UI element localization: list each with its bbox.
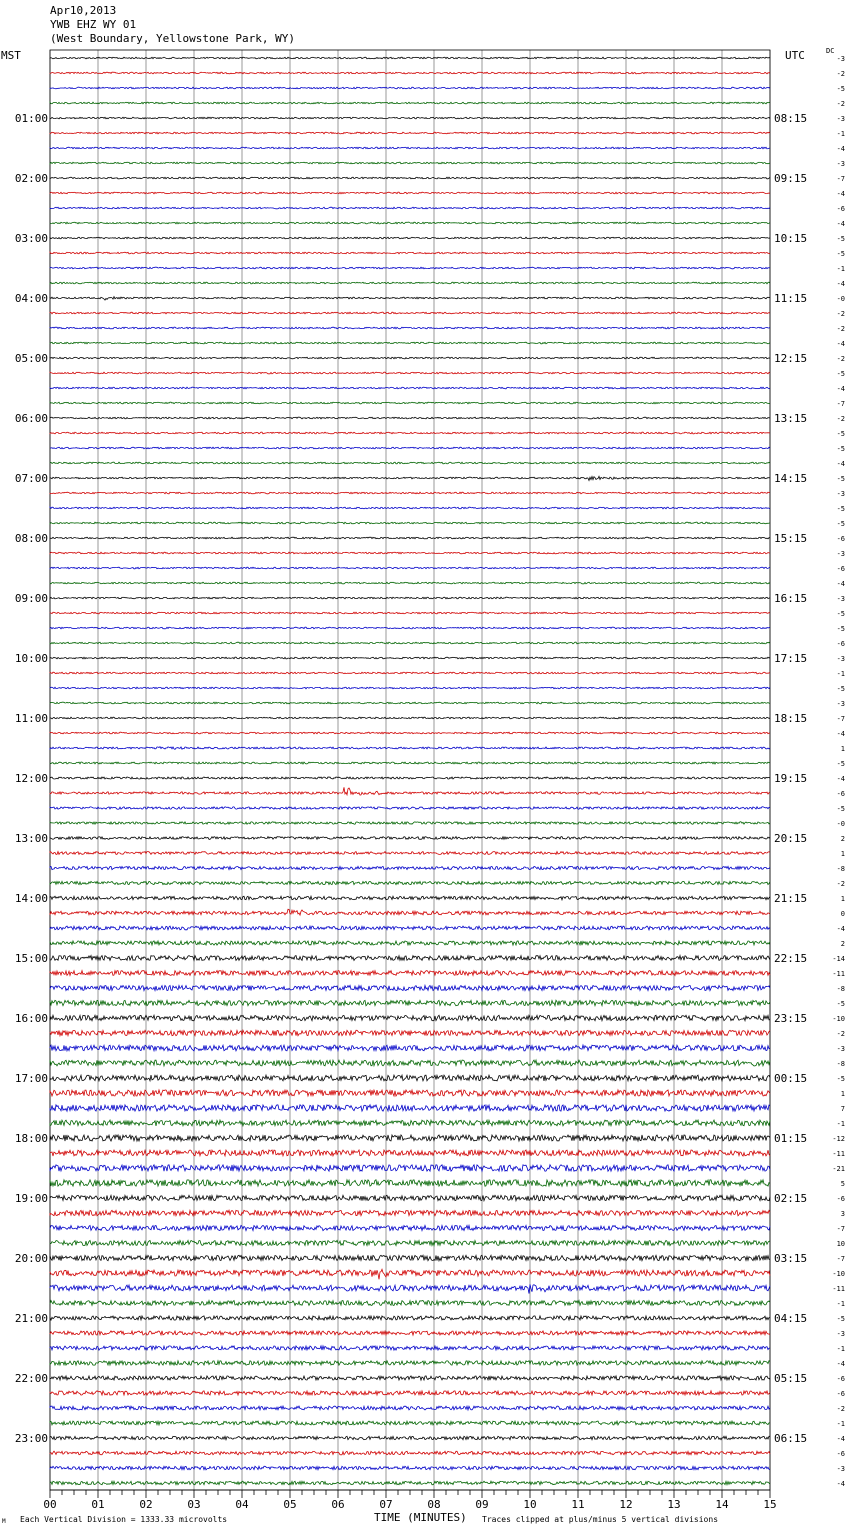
right-hour-label-2: 09:15	[774, 172, 808, 185]
station-location: (West Boundary, Yellowstone Park, WY)	[50, 32, 296, 45]
right-hour-label-9: 16:15	[774, 592, 808, 605]
trace-row-78	[50, 1225, 770, 1230]
dc-offset-row-43: -3	[836, 700, 845, 708]
trace-row-18	[50, 327, 770, 329]
trace-row-51	[50, 822, 770, 824]
dc-offset-row-22: -4	[836, 385, 845, 393]
dc-offset-row-49: -6	[836, 790, 845, 798]
dc-offset-row-20: -2	[836, 355, 845, 363]
left-hour-label-22: 22:00	[14, 1372, 48, 1385]
trace-row-26	[50, 447, 770, 449]
trace-row-25	[50, 432, 770, 434]
right-hour-label-12: 19:15	[774, 772, 808, 785]
trace-row-16	[50, 297, 770, 301]
left-hour-label-21: 21:00	[14, 1312, 48, 1325]
trace-row-27	[50, 462, 770, 464]
left-hour-label-17: 17:00	[14, 1072, 48, 1085]
x-tick-label-6: 06	[331, 1498, 345, 1511]
trace-row-10	[50, 207, 770, 209]
dc-offset-row-86: -1	[836, 1345, 845, 1353]
dc-offset-row-90: -2	[836, 1405, 845, 1413]
dc-offset-row-25: -5	[836, 430, 845, 438]
trace-row-66	[50, 1045, 770, 1051]
left-hour-label-20: 20:00	[14, 1252, 48, 1265]
trace-row-87	[50, 1361, 770, 1365]
trace-row-28	[50, 476, 770, 480]
trace-row-20	[50, 357, 770, 359]
left-hour-label-4: 04:00	[14, 292, 48, 305]
dc-offset-row-34: -6	[836, 565, 845, 573]
x-tick-label-4: 04	[235, 1498, 249, 1511]
x-tick-label-15: 15	[763, 1498, 777, 1511]
right-hour-label-10: 17:15	[774, 652, 808, 665]
trace-row-4	[50, 117, 770, 119]
dc-offset-row-81: -10	[832, 1270, 845, 1278]
dc-offset-row-56: 1	[840, 895, 845, 903]
dc-offset-row-69: 1	[840, 1090, 845, 1098]
trace-row-22	[50, 387, 770, 389]
dc-offset-row-8: -7	[836, 175, 845, 183]
dc-offset-row-47: -5	[836, 760, 845, 768]
right-hour-label-3: 10:15	[774, 232, 808, 245]
x-tick-label-1: 01	[91, 1498, 105, 1511]
dc-offset-row-65: -2	[836, 1030, 845, 1038]
dc-offset-row-53: 1	[840, 850, 845, 858]
dc-offset-row-85: -3	[836, 1330, 845, 1338]
left-hour-label-10: 10:00	[14, 652, 48, 665]
trace-row-34	[50, 567, 770, 569]
trace-row-71	[50, 1120, 770, 1126]
trace-row-8	[50, 177, 770, 179]
trace-row-0	[50, 57, 770, 59]
dc-offset-row-59: 2	[840, 940, 845, 948]
trace-row-50	[50, 807, 770, 809]
trace-row-65	[50, 1030, 770, 1035]
right-hour-label-15: 22:15	[774, 952, 808, 965]
trace-row-86	[50, 1346, 770, 1350]
dc-offset-row-80: -7	[836, 1255, 845, 1263]
dc-offset-row-55: -2	[836, 880, 845, 888]
trace-row-36	[50, 597, 770, 599]
x-tick-label-2: 02	[139, 1498, 153, 1511]
right-hour-label-16: 23:15	[774, 1012, 808, 1025]
trace-row-1	[50, 72, 770, 74]
trace-row-92	[50, 1436, 770, 1440]
trace-row-44	[50, 717, 770, 719]
trace-row-81	[50, 1269, 770, 1279]
trace-row-45	[50, 732, 770, 734]
dc-offset-row-52: 2	[840, 835, 845, 843]
right-hour-label-20: 03:15	[774, 1252, 808, 1265]
dc-offset-row-31: -5	[836, 520, 845, 528]
dc-offset-row-78: -7	[836, 1225, 845, 1233]
trace-row-84	[50, 1316, 770, 1320]
trace-row-9	[50, 192, 770, 194]
dc-offset-row-26: -5	[836, 445, 845, 453]
dc-offset-row-46: 1	[840, 745, 845, 753]
dc-offset-row-17: -2	[836, 310, 845, 318]
trace-row-43	[50, 702, 770, 704]
trace-row-54	[50, 866, 770, 869]
dc-offset-row-44: -7	[836, 715, 845, 723]
plot-date: Apr10,2013	[50, 4, 117, 17]
dc-offset-row-38: -5	[836, 625, 845, 633]
dc-offset-row-45: -4	[836, 730, 845, 738]
trace-row-69	[50, 1090, 770, 1096]
x-tick-label-12: 12	[619, 1498, 633, 1511]
trace-row-60	[50, 956, 770, 961]
trace-row-15	[50, 282, 770, 284]
trace-row-82	[50, 1284, 770, 1293]
trace-row-5	[50, 132, 770, 134]
trace-row-29	[50, 492, 770, 494]
left-hour-label-16: 16:00	[14, 1012, 48, 1025]
left-hour-label-11: 11:00	[14, 712, 48, 725]
dc-offset-row-50: -5	[836, 805, 845, 813]
trace-row-41	[50, 672, 770, 674]
trace-row-93	[50, 1451, 770, 1455]
trace-row-72	[50, 1135, 770, 1141]
trace-row-40	[50, 657, 770, 659]
trace-row-52	[50, 837, 770, 840]
corner-mark: M	[2, 1518, 6, 1525]
trace-row-55	[50, 881, 770, 884]
dc-offset-row-0: -3	[836, 55, 845, 63]
trace-row-37	[50, 612, 770, 614]
trace-row-11	[50, 222, 770, 224]
trace-row-2	[50, 87, 770, 89]
dc-offset-row-74: -21	[832, 1165, 845, 1173]
dc-offset-row-94: -3	[836, 1465, 845, 1473]
trace-row-75	[50, 1180, 770, 1186]
dc-offset-row-63: -5	[836, 1000, 845, 1008]
dc-offset-row-62: -8	[836, 985, 845, 993]
dc-offset-row-83: -1	[836, 1300, 845, 1308]
dc-offset-row-89: -6	[836, 1390, 845, 1398]
trace-row-19	[50, 342, 770, 344]
dc-offset-row-75: 5	[840, 1180, 845, 1188]
trace-row-32	[50, 537, 770, 539]
x-tick-label-10: 10	[523, 1498, 537, 1511]
left-hour-label-7: 07:00	[14, 472, 48, 485]
dc-offset-row-92: -4	[836, 1435, 845, 1443]
trace-row-47	[50, 762, 770, 764]
left-hour-label-13: 13:00	[14, 832, 48, 845]
dc-offset-row-79: 10	[836, 1240, 845, 1248]
dc-offset-row-60: -14	[832, 955, 845, 963]
right-hour-label-21: 04:15	[774, 1312, 808, 1325]
dc-offset-row-41: -1	[836, 670, 845, 678]
trace-row-38	[50, 627, 770, 629]
dc-offset-row-19: -4	[836, 340, 845, 348]
dc-offset-row-93: -6	[836, 1450, 845, 1458]
dc-offset-row-61: -11	[832, 970, 845, 978]
dc-offset-row-14: -1	[836, 265, 845, 273]
x-tick-label-11: 11	[571, 1498, 585, 1511]
trace-row-67	[50, 1060, 770, 1066]
trace-row-23	[50, 402, 770, 404]
trace-row-68	[50, 1075, 770, 1081]
dc-offset-row-23: -7	[836, 400, 845, 408]
left-hour-label-19: 19:00	[14, 1192, 48, 1205]
right-hour-label-5: 12:15	[774, 352, 808, 365]
trace-row-63	[50, 1000, 770, 1005]
trace-row-57	[50, 909, 770, 915]
x-tick-label-8: 08	[427, 1498, 441, 1511]
dc-offset-row-91: -1	[836, 1420, 845, 1428]
dc-offset-row-82: -11	[832, 1285, 845, 1293]
right-hour-label-22: 05:15	[774, 1372, 808, 1385]
right-hour-label-1: 08:15	[774, 112, 808, 125]
trace-row-80	[50, 1255, 770, 1260]
dc-offset-row-21: -5	[836, 370, 845, 378]
trace-row-76	[50, 1195, 770, 1200]
trace-row-17	[50, 312, 770, 314]
dc-offset-row-58: -4	[836, 925, 845, 933]
trace-row-49	[50, 787, 770, 795]
left-hour-label-6: 06:00	[14, 412, 48, 425]
x-tick-label-3: 03	[187, 1498, 201, 1511]
dc-offset-row-87: -4	[836, 1360, 845, 1368]
dc-offset-row-68: -5	[836, 1075, 845, 1083]
trace-row-30	[50, 507, 770, 509]
x-tick-label-14: 14	[715, 1498, 729, 1511]
dc-offset-row-76: -6	[836, 1195, 845, 1203]
left-hour-label-12: 12:00	[14, 772, 48, 785]
trace-row-53	[50, 852, 770, 855]
trace-row-74	[50, 1165, 770, 1171]
trace-row-94	[50, 1466, 770, 1470]
trace-row-85	[50, 1331, 770, 1335]
dc-offset-row-28: -5	[836, 475, 845, 483]
dc-offset-row-95: -4	[836, 1480, 845, 1488]
dc-offset-row-84: -5	[836, 1315, 845, 1323]
trace-row-90	[50, 1406, 770, 1410]
vertical-scale-note: Each Vertical Division = 1333.33 microvolts	[20, 1515, 228, 1524]
trace-row-56	[50, 896, 770, 900]
trace-row-58	[50, 926, 770, 930]
dc-offset-row-1: -2	[836, 70, 845, 78]
x-tick-label-13: 13	[667, 1498, 681, 1511]
dc-offset-row-71: -1	[836, 1120, 845, 1128]
right-hour-label-6: 13:15	[774, 412, 808, 425]
dc-offset-row-12: -5	[836, 235, 845, 243]
left-hour-label-1: 01:00	[14, 112, 48, 125]
dc-offset-row-9: -4	[836, 190, 845, 198]
trace-row-31	[50, 522, 770, 524]
trace-row-73	[50, 1150, 770, 1156]
dc-offset-row-29: -3	[836, 490, 845, 498]
right-hour-label-13: 20:15	[774, 832, 808, 845]
dc-offset-row-18: -2	[836, 325, 845, 333]
dc-offset-row-3: -2	[836, 100, 845, 108]
dc-offset-row-72: -12	[832, 1135, 845, 1143]
dc-offset-row-7: -3	[836, 160, 845, 168]
trace-row-12	[50, 237, 770, 239]
trace-row-59	[50, 941, 770, 945]
trace-row-14	[50, 267, 770, 269]
dc-offset-row-6: -4	[836, 145, 845, 153]
dc-offset-row-2: -5	[836, 85, 845, 93]
trace-row-61	[50, 971, 770, 976]
dc-offset-row-57: 0	[840, 910, 845, 918]
trace-row-13	[50, 252, 770, 254]
dc-offset-row-42: -5	[836, 685, 845, 693]
trace-row-39	[50, 642, 770, 644]
trace-row-64	[50, 1015, 770, 1020]
dc-offset-row-36: -3	[836, 595, 845, 603]
trace-row-89	[50, 1391, 770, 1395]
dc-offset-row-64: -10	[832, 1015, 845, 1023]
clipping-note: Traces clipped at plus/minus 5 vertical divisions	[482, 1515, 719, 1524]
dc-offset-row-15: -4	[836, 280, 845, 288]
dc-offset-row-16: -0	[836, 295, 845, 303]
right-hour-label-11: 18:15	[774, 712, 808, 725]
dc-offset-row-37: -5	[836, 610, 845, 618]
right-hour-label-4: 11:15	[774, 292, 808, 305]
dc-offset-row-40: -3	[836, 655, 845, 663]
dc-offset-row-4: -3	[836, 115, 845, 123]
dc-offset-row-11: -4	[836, 220, 845, 228]
dc-offset-row-27: -4	[836, 460, 845, 468]
x-tick-label-9: 09	[475, 1498, 489, 1511]
dc-offset-row-51: -0	[836, 820, 845, 828]
left-hour-label-8: 08:00	[14, 532, 48, 545]
trace-row-7	[50, 162, 770, 164]
dc-offset-row-33: -3	[836, 550, 845, 558]
left-hour-label-9: 09:00	[14, 592, 48, 605]
right-hour-label-7: 14:15	[774, 472, 808, 485]
dc-offset-row-5: -1	[836, 130, 845, 138]
trace-row-46	[50, 747, 770, 750]
trace-row-42	[50, 687, 770, 689]
trace-row-3	[50, 102, 770, 104]
dc-offset-row-30: -5	[836, 505, 845, 513]
left-hour-label-14: 14:00	[14, 892, 48, 905]
trace-row-70	[50, 1105, 770, 1111]
trace-row-79	[50, 1240, 770, 1245]
dc-offset-row-48: -4	[836, 775, 845, 783]
dc-offset-row-39: -6	[836, 640, 845, 648]
trace-row-88	[50, 1376, 770, 1380]
x-tick-label-0: 00	[43, 1498, 57, 1511]
dc-offset-row-24: -2	[836, 415, 845, 423]
left-hour-label-15: 15:00	[14, 952, 48, 965]
dc-offset-row-70: 7	[840, 1105, 845, 1113]
right-hour-label-8: 15:15	[774, 532, 808, 545]
trace-row-21	[50, 372, 770, 374]
right-hour-label-23: 06:15	[774, 1432, 808, 1445]
dc-offset-row-54: -8	[836, 865, 845, 873]
trace-row-91	[50, 1421, 770, 1425]
right-hour-label-17: 00:15	[774, 1072, 808, 1085]
left-hour-label-23: 23:00	[14, 1432, 48, 1445]
dc-offset-row-35: -4	[836, 580, 845, 588]
right-hour-label-18: 01:15	[774, 1132, 808, 1145]
dc-offset-header: DC	[826, 47, 835, 55]
right-timezone-label: UTC	[785, 49, 805, 62]
trace-row-6	[50, 147, 770, 149]
trace-row-35	[50, 582, 770, 584]
trace-row-33	[50, 552, 770, 554]
trace-row-62	[50, 985, 770, 990]
dc-offset-row-66: -3	[836, 1045, 845, 1053]
x-tick-label-7: 07	[379, 1498, 393, 1511]
right-hour-label-14: 21:15	[774, 892, 808, 905]
left-timezone-label: MST	[1, 49, 21, 62]
trace-row-95	[50, 1481, 770, 1485]
left-hour-label-18: 18:00	[14, 1132, 48, 1145]
left-hour-label-2: 02:00	[14, 172, 48, 185]
trace-row-77	[50, 1210, 770, 1215]
dc-offset-row-67: -8	[836, 1060, 845, 1068]
left-hour-label-5: 05:00	[14, 352, 48, 365]
left-hour-label-3: 03:00	[14, 232, 48, 245]
dc-offset-row-73: -11	[832, 1150, 845, 1158]
dc-offset-row-13: -5	[836, 250, 845, 258]
x-axis-title: TIME (MINUTES)	[374, 1511, 467, 1524]
trace-row-24	[50, 417, 770, 419]
dc-offset-row-88: -6	[836, 1375, 845, 1383]
trace-row-83	[50, 1301, 770, 1306]
dc-offset-row-32: -6	[836, 535, 845, 543]
x-tick-label-5: 05	[283, 1498, 297, 1511]
right-hour-label-19: 02:15	[774, 1192, 808, 1205]
station-code: YWB EHZ WY 01	[50, 18, 137, 31]
dc-offset-row-10: -6	[836, 205, 845, 213]
dc-offset-row-77: 3	[840, 1210, 845, 1218]
trace-row-48	[50, 777, 770, 779]
